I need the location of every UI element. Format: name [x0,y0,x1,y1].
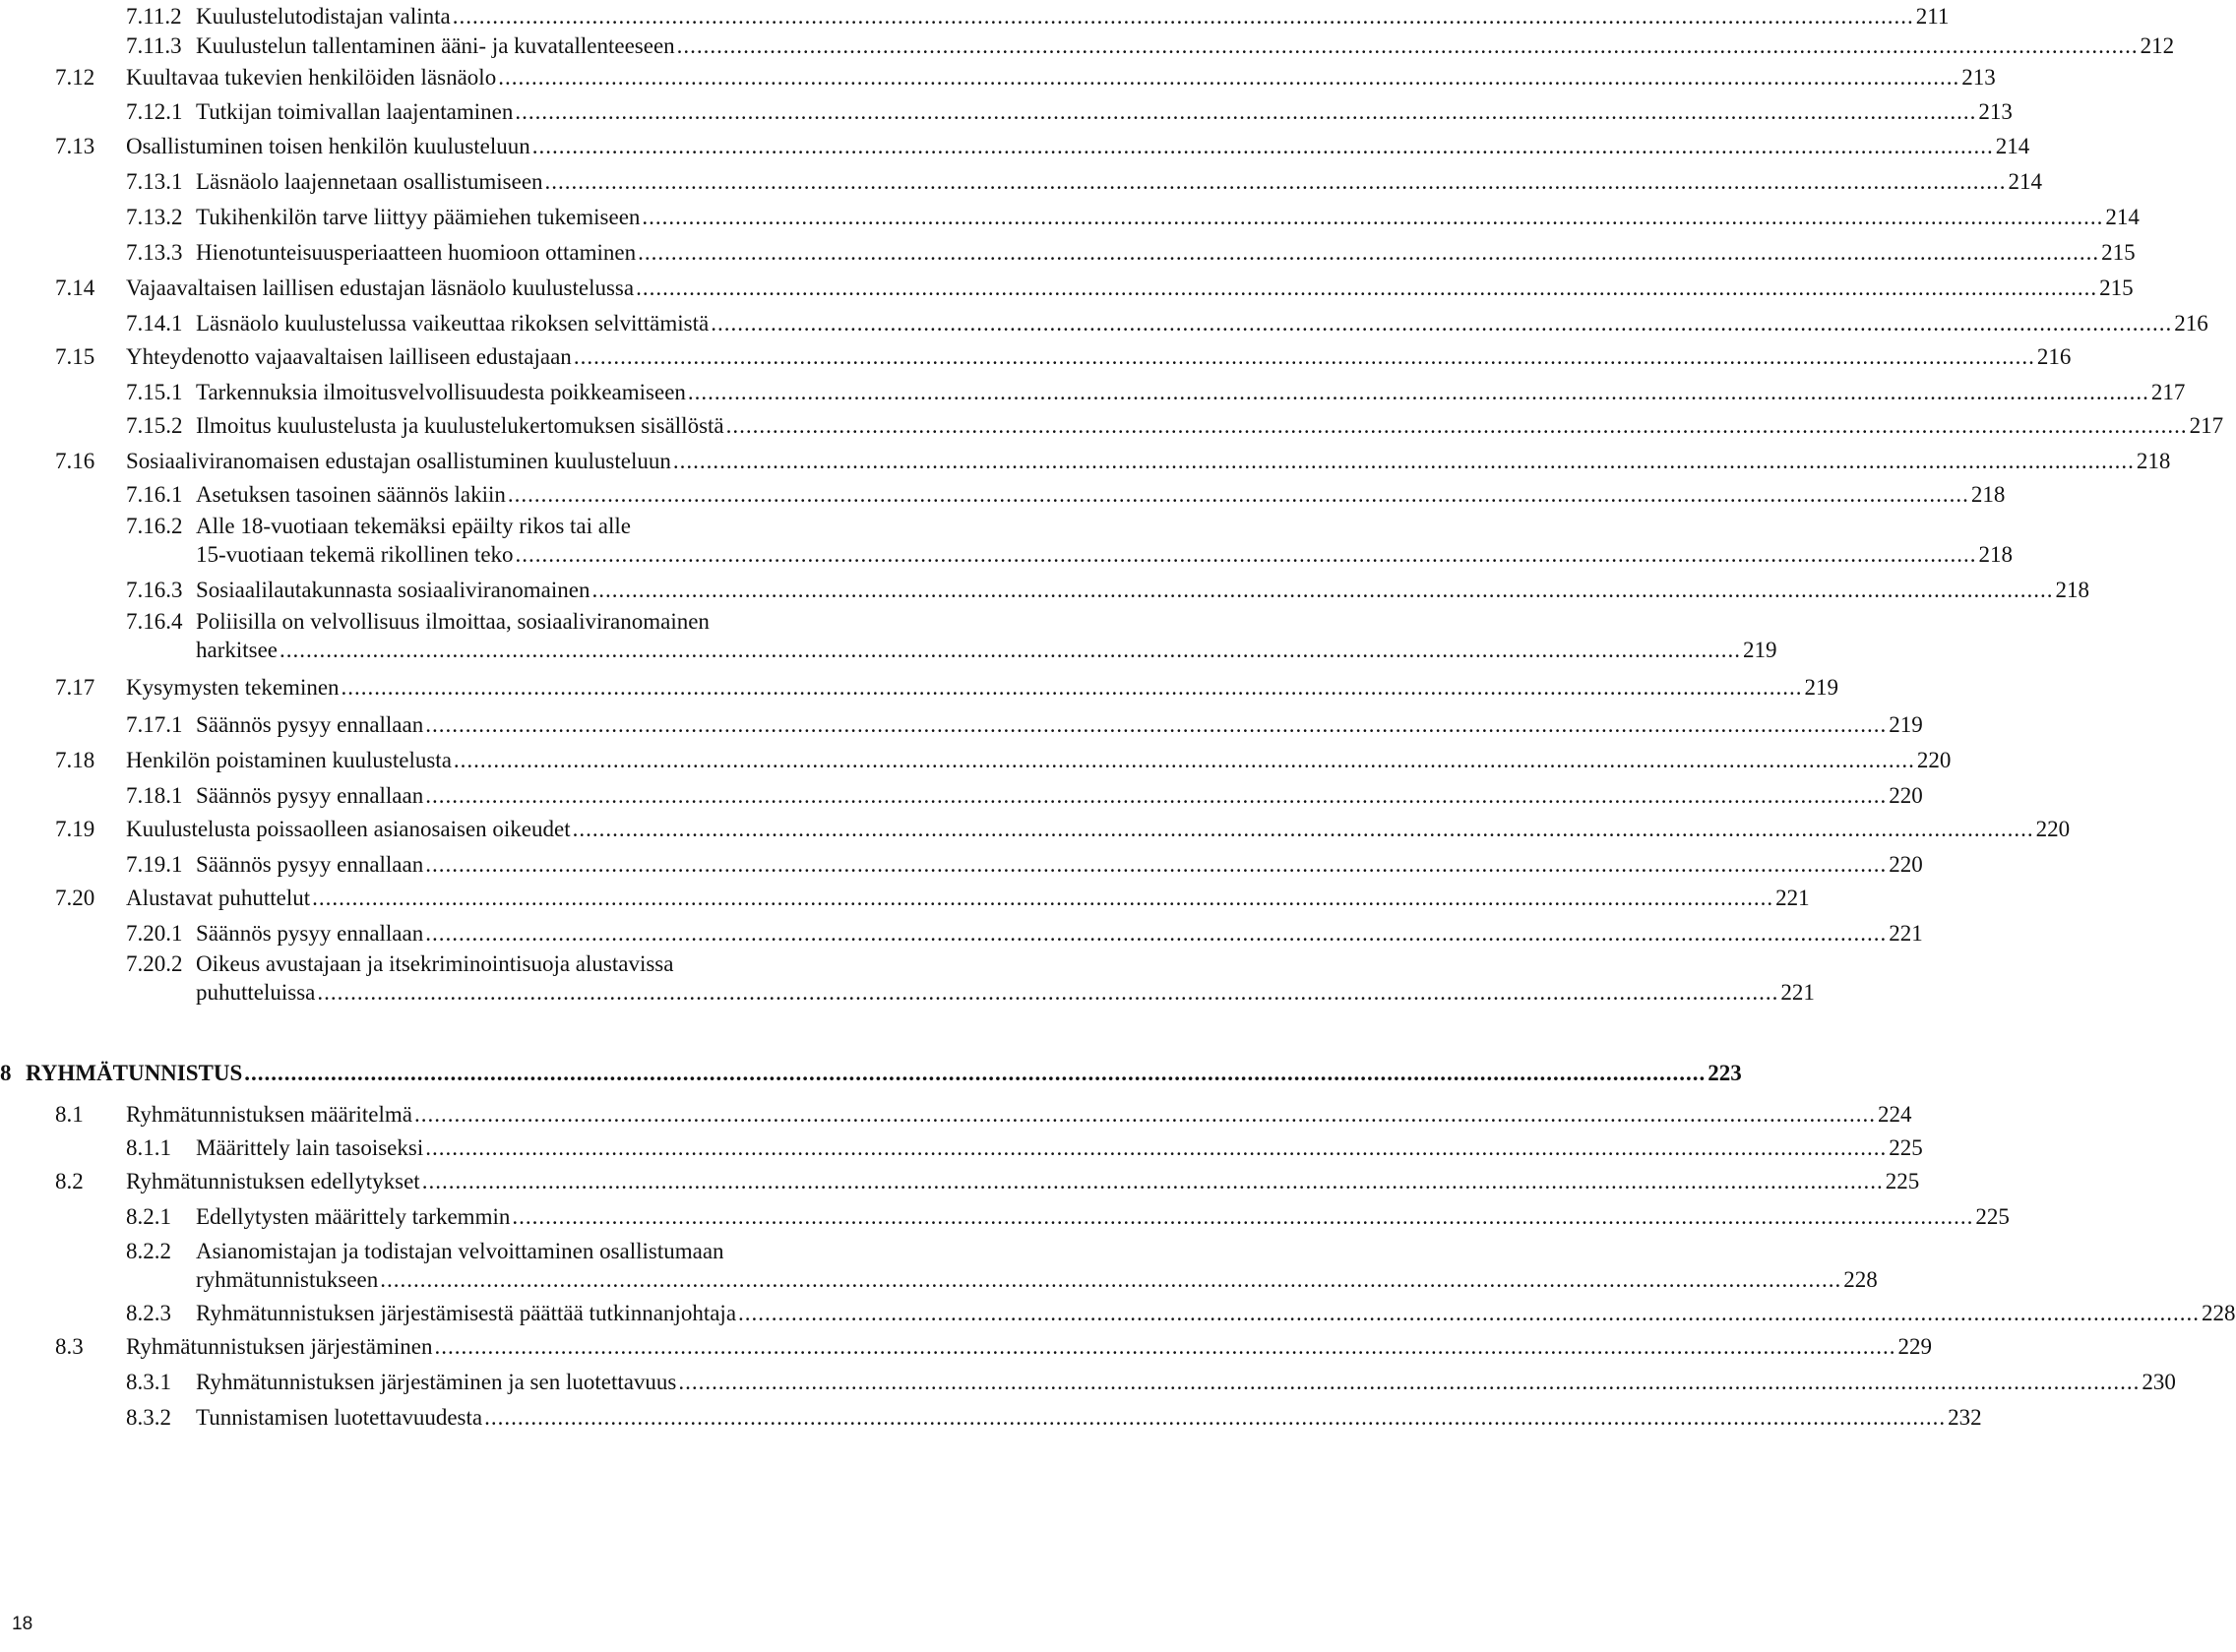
toc-entry-number: 8.3.2 [126,1405,171,1430]
toc-entry-title: Säännös pysyy ennallaan [196,852,424,877]
toc-entry-title: Kuulustelutodistajan valinta [196,4,451,29]
toc-entry-title: RYHMÄTUNNISTUS [26,1061,243,1085]
toc-entry [126,1132,1923,1165]
toc-entry-page: 216 [2174,311,2208,336]
dot-leader: ............................................................................................................................................................................................................................ [380,1267,1842,1292]
dot-leader: ............................................................................................................................................................................................................................ [531,134,1994,158]
toc-entry [126,917,1923,950]
toc-entry-number: 7.13.3 [126,240,183,265]
toc-entry [55,671,1839,704]
toc-chapter [0,1057,1742,1090]
toc-entry-number: 7.17 [55,675,95,700]
toc-entry [126,409,2224,443]
dot-leader: ............................................................................................................................................................................................................................ [425,783,1888,808]
toc-entry-number: 7.12 [55,65,95,90]
toc-entry-number: 8.3 [55,1334,84,1359]
toc-entry-page: 213 [1961,65,1996,90]
toc-entry-title: Kuulustelun tallentaminen ääni- ja kuvatallenteeseen [196,33,675,58]
toc-entry-number: 7.19.1 [126,852,183,877]
toc-entry-page: 219 [1743,638,1777,662]
toc-entry-title: Tukihenkilön tarve liittyy päämiehen tukemiseen [196,205,641,229]
toc-entry-title: harkitsee [196,638,279,662]
toc-entry-title: Määrittely lain tasoiseksi [196,1135,424,1160]
dot-leader: ............................................................................................................................................................................................................................ [515,542,1977,567]
dot-leader: ............................................................................................................................................................................................................................ [498,65,1960,90]
toc-entry-page: 218 [2055,578,2089,602]
toc-entry [126,1238,1878,1299]
toc-entry [55,61,1996,94]
dot-leader: ............................................................................................................................................................................................................................ [341,675,1803,700]
toc-entry-title: Läsnäolo laajennetaan osallistumiseen [196,169,543,194]
toc-entry [55,1330,1932,1364]
toc-entry [126,1297,2236,1330]
toc-entry-number: 7.11.3 [126,33,182,58]
toc-entry [126,779,1923,813]
dot-leader: ............................................................................................................................................................................................................................ [317,980,1779,1005]
toc-entry-title: Ryhmätunnistuksen järjestäminen ja sen luotettavuus [196,1370,677,1394]
dot-leader: ............................................................................................................................................................................................................................ [512,1204,1974,1229]
toc-entry-title: Tutkijan toimivallan laajentaminen [196,99,514,124]
dot-leader: ............................................................................................................................................................................................................................ [425,921,1888,946]
toc-entry-page: 214 [2105,205,2140,229]
dot-leader: ............................................................................................................................................................................................................................ [738,1301,2201,1325]
toc-entry [55,882,1810,915]
toc-entry-page: 213 [1978,99,2013,124]
toc-entry [55,1165,1920,1198]
dot-leader: ............................................................................................................................................................................................................................ [421,1169,1884,1193]
toc-entry-title: Läsnäolo kuulustelussa vaikeuttaa rikoksen selvittämistä [196,311,710,336]
toc-entry-number: 8.2.1 [126,1204,171,1229]
toc-entry-number: 7.15 [55,344,95,369]
dot-leader: ............................................................................................................................................................................................................................ [672,449,2135,473]
toc-entry-page: 214 [2008,169,2043,194]
toc-entry-title: Asianomistajan ja todistajan velvoittaminen osallistumaan [196,1239,724,1263]
dot-leader: ............................................................................................................................................................................................................................ [425,1135,1888,1160]
toc-entry-page: 223 [1708,1061,1742,1085]
toc-entry-title: Osallistuminen toisen henkilön kuulusteluun [126,134,530,158]
toc-entry-number: 7.12.1 [126,99,183,124]
dot-leader: ............................................................................................................................................................................................................................ [244,1061,1707,1085]
toc-entry-number: 7.11.2 [126,4,182,29]
toc-entry-number: 8.2 [55,1169,84,1193]
toc-entry [55,445,2171,478]
toc-entry-number: 8.2.3 [126,1301,171,1325]
toc-entry-number: 7.15.1 [126,380,183,404]
toc-entry-page: 215 [2101,240,2136,265]
dot-leader: ............................................................................................................................................................................................................................ [572,817,2034,841]
toc-entry [126,950,1815,1011]
toc-entry [126,608,1777,669]
toc-entry-number: 7.16.2 [126,514,183,538]
toc-entry [126,165,2043,199]
toc-entry [126,513,2014,574]
toc-entry-title: puhutteluissa [196,980,316,1005]
toc-entry-title: Ryhmätunnistuksen määritelmä [126,1102,412,1127]
toc-entry [126,1401,1982,1435]
toc-entry-number: 8.3.1 [126,1370,171,1394]
toc-entry-page: 216 [2036,344,2072,369]
toc-entry-page: 214 [1995,134,2030,158]
toc-entry-number: 7.16.3 [126,578,183,602]
toc-entry-number: 7.13 [55,134,95,158]
toc-entry-title: Ilmoitus kuulustelusta ja kuulustelukertomuksen sisällöstä [196,413,724,438]
toc-entry-number: 8 [0,1061,12,1085]
dot-leader: ............................................................................................................................................................................................................................ [591,578,2054,602]
dot-leader: ............................................................................................................................................................................................................................ [544,169,2007,194]
dot-leader: ............................................................................................................................................................................................................................ [425,712,1888,737]
toc-entry-number: 7.14.1 [126,311,183,336]
toc-entry-page: 232 [1948,1405,1982,1430]
dot-leader: ............................................................................................................................................................................................................................ [678,1370,2141,1394]
toc-entry-title: Säännös pysyy ennallaan [196,921,424,946]
toc-entry-title: Tarkennuksia ilmoitusvelvollisuudesta poikkeamiseen [196,380,686,404]
toc-entry-title: Sosiaaliviranomaisen edustajan osallistuminen kuulusteluun [126,449,671,473]
toc-entry [55,813,2071,846]
page-number: 18 [12,1614,33,1634]
toc-entry-title: Oikeus avustajaan ja itsekriminointisuoja alustavissa [196,951,674,976]
toc-entry [126,236,2136,270]
toc-entry [126,0,1950,33]
dot-leader: ............................................................................................................................................................................................................................ [636,275,2098,300]
toc-entry-number: 7.15.2 [126,413,183,438]
toc-entry [55,744,1952,777]
toc-entry-page: 225 [1975,1204,2010,1229]
toc-entry-page: 228 [1843,1267,1878,1292]
toc-entry [126,1366,2176,1399]
toc-entry-title: Yhteydenotto vajaavaltaisen lailliseen edustajaan [126,344,572,369]
toc-entry-title: Edellytysten määrittely tarkemmin [196,1204,511,1229]
toc-entry [126,376,2186,409]
toc-entry [126,574,2089,607]
dot-leader: ............................................................................................................................................................................................................................ [280,638,1742,662]
toc-entry-title: Hienotunteisuusperiaatteen huomioon ottaminen [196,240,637,265]
toc-entry-page: 220 [1916,748,1952,772]
toc-entry-title: Säännös pysyy ennallaan [196,783,424,808]
toc-entry-page: 225 [1889,1135,1923,1160]
toc-entry [55,340,2072,374]
toc-entry-number: 7.13.1 [126,169,183,194]
toc-entry [126,30,2175,63]
toc-entry-number: 7.20.1 [126,921,183,946]
toc-entry-title: Ryhmätunnistuksen järjestämisestä päättää tutkinnanjohtaja [196,1301,737,1325]
dot-leader: ............................................................................................................................................................................................................................ [312,886,1774,910]
toc-entry [126,478,2006,512]
toc-entry [55,272,2134,305]
toc-entry-page: 220 [1889,852,1923,877]
toc-entry-title: Alle 18-vuotiaan tekemäksi epäilty rikos tai alle [196,514,631,538]
toc-entry-page: 218 [1978,542,2014,567]
toc-entry-number: 7.16 [55,449,95,473]
toc-entry-title: Kuulustelusta poissaolleen asianosaisen oikeudet [126,817,571,841]
toc-entry [55,1098,1912,1132]
dot-leader: ............................................................................................................................................................................................................................ [573,344,2035,369]
toc-entry-title: Henkilön poistaminen kuulustelusta [126,748,452,772]
dot-leader: ............................................................................................................................................................................................................................ [687,380,2149,404]
dot-leader: ............................................................................................................................................................................................................................ [515,99,1977,124]
toc-entry [126,1200,2010,1234]
dot-leader: ............................................................................................................................................................................................................................ [434,1334,1896,1359]
toc-entry-page: 224 [1878,1102,1912,1127]
toc-entry-page: 219 [1889,712,1923,737]
toc-entry-page: 220 [2035,817,2071,841]
toc-entry-number: 7.19 [55,817,95,841]
toc-entry-number: 7.18 [55,748,95,772]
toc-entry [126,848,1923,882]
toc-entry-number: 8.1.1 [126,1135,171,1160]
toc-entry [126,201,2140,234]
toc-entry-number: 8.1 [55,1102,84,1127]
toc-entry-number: 7.14 [55,275,95,300]
toc-entry-page: 220 [1889,783,1923,808]
dot-leader: ............................................................................................................................................................................................................................ [484,1405,1947,1430]
toc-entry-page: 212 [2140,33,2175,58]
toc-entry [126,708,1923,742]
toc-entry-title: Tunnistamisen luotettavuudesta [196,1405,483,1430]
toc-entry-page: 225 [1885,1169,1920,1193]
toc-entry-title: Poliisilla on velvollisuus ilmoittaa, sosiaaliviranomainen [196,609,710,634]
toc-entry-page: 215 [2099,275,2134,300]
toc-entry-page: 219 [1804,675,1839,700]
dot-leader: ............................................................................................................................................................................................................................ [507,482,1969,507]
toc-entry-title: Säännös pysyy ennallaan [196,712,424,737]
toc-entry-page: 217 [2150,380,2186,404]
toc-entry-page: 221 [1775,886,1810,910]
toc-entry-page: 221 [1780,980,1815,1005]
toc-entry-title: 15-vuotiaan tekemä rikollinen teko [196,542,514,567]
toc-entry-page: 221 [1889,921,1923,946]
toc-entry-title: Ryhmätunnistuksen edellytykset [126,1169,420,1193]
dot-leader: ............................................................................................................................................................................................................................ [425,852,1888,877]
toc-entry-title: Kuultavaa tukevien henkilöiden läsnäolo [126,65,497,90]
toc-entry-page: 230 [2142,1370,2176,1394]
toc-entry [126,307,2208,340]
dot-leader: ............................................................................................................................................................................................................................ [414,1102,1876,1127]
toc-entry [55,130,2030,163]
toc-entry-title: ryhmätunnistukseen [196,1267,379,1292]
toc-entry-page: 218 [1970,482,2006,507]
toc-entry-number: 7.18.1 [126,783,183,808]
toc-entry-number: 7.16.4 [126,609,183,634]
toc-entry-number: 7.20 [55,886,95,910]
dot-leader: ............................................................................................................................................................................................................................ [676,33,2139,58]
dot-leader: ............................................................................................................................................................................................................................ [725,413,2188,438]
toc-entry-title: Sosiaalilautakunnasta sosiaaliviranomainen [196,578,590,602]
dot-leader: ............................................................................................................................................................................................................................ [711,311,2173,336]
toc-entry-title: Kysymysten tekeminen [126,675,340,700]
toc-entry [126,95,2013,129]
toc-entry-number: 7.16.1 [126,482,183,507]
toc-entry-number: 8.2.2 [126,1239,171,1263]
dot-leader: ............................................................................................................................................................................................................................ [638,240,2100,265]
toc-entry-page: 228 [2202,1301,2236,1325]
toc-entry-title: Asetuksen tasoinen säännös lakiin [196,482,506,507]
toc-entry-number: 7.17.1 [126,712,183,737]
dot-leader: ............................................................................................................................................................................................................................ [452,4,1914,29]
toc-entry-title: Vajaavaltaisen laillisen edustajan läsnäolo kuulustelussa [126,275,635,300]
toc-entry-page: 217 [2189,413,2224,438]
toc-entry-title: Alustavat puhuttelut [126,886,311,910]
toc-entry-title: Ryhmätunnistuksen järjestäminen [126,1334,433,1359]
toc-entry-page: 218 [2136,449,2171,473]
dot-leader: ............................................................................................................................................................................................................................ [453,748,1915,772]
toc-entry-page: 229 [1897,1334,1932,1359]
toc-entry-page: 211 [1915,4,1950,29]
dot-leader: ............................................................................................................................................................................................................................ [642,205,2104,229]
toc-entry-number: 7.20.2 [126,951,183,976]
toc-entry-number: 7.13.2 [126,205,183,229]
